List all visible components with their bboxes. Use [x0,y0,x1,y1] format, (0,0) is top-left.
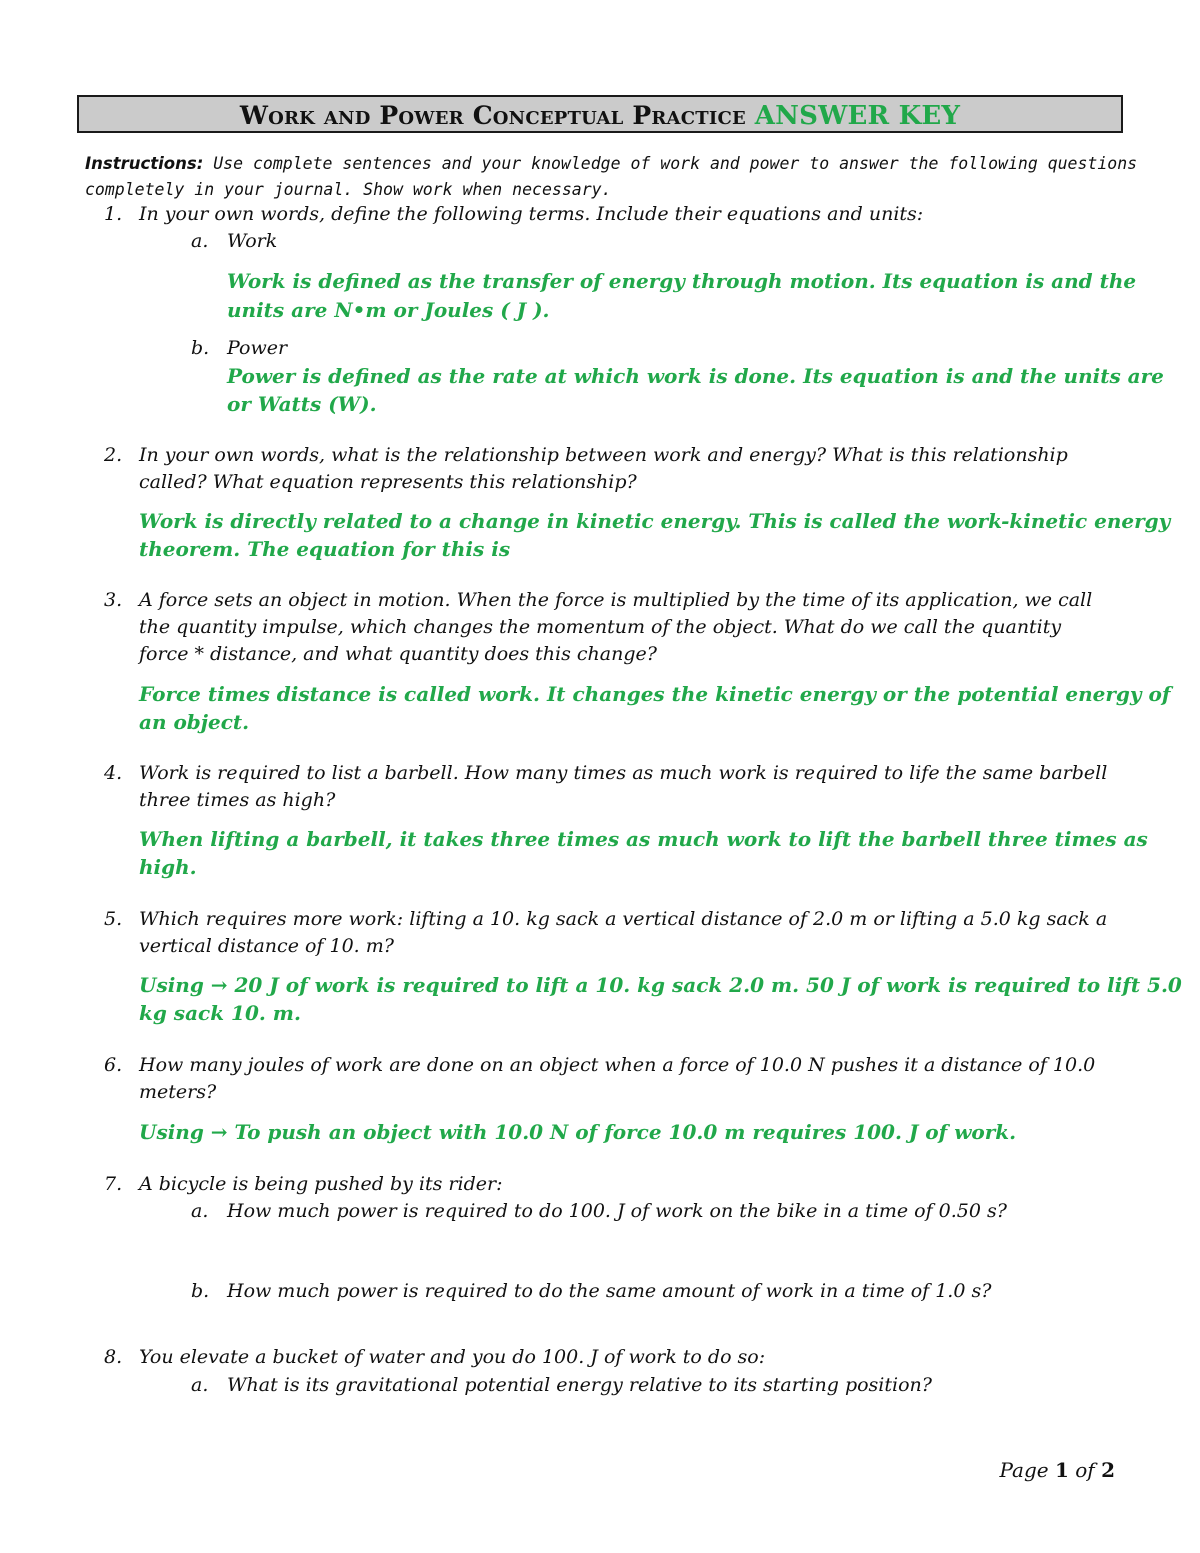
instructions-line-2: completely in your journal. Show work when necessary. [85,180,612,199]
answer-2-line-1: Work is directly related to a change in kinetic energy. This is called the work-kinetic energy [139,509,1171,533]
footer-page-word: Page [999,1458,1049,1482]
question-7-text: A bicycle is being pushed by its rider: [139,1173,503,1195]
question-7a-text: How much power is required to do 100. J of work on the bike in a time of 0.50 s? [227,1200,1007,1222]
answer-1a-line-2: units are N•m or Joules ( J ). [227,298,550,322]
answer-4-line-1: When lifting a barbell, it takes three times as much work to lift the barbell three times as [139,827,1148,851]
footer-total-pages: 2 [1101,1458,1115,1482]
question-number: 5. [104,908,123,930]
footer-of-word: of [1075,1458,1095,1482]
question-number: 1. [104,203,123,225]
answer-2-line-2: theorem. The equation for this is [139,537,511,561]
answer-4-line-2: high. [139,855,197,879]
question-number: 8. [104,1346,123,1368]
question-7b-text: How much power is required to do the same amount of work in a time of 1.0 s? [227,1280,992,1302]
answer-6-line-1: Using → To push an object with 10.0 N of force 10.0 m requires 100. J of work. [139,1120,1017,1144]
subquestion-label: b. [191,337,210,359]
question-1a-text: Work [227,230,278,252]
question-number: 3. [104,589,123,611]
instructions-line-1 [85,150,1137,177]
question-6-line-1: How many joules of work are done on an object when a force of 10.0 N pushes it a distance of 10.0 [139,1054,1096,1076]
question-3-line-3: force * distance, and what quantity does this change? [139,643,657,665]
question-number: 6. [104,1054,123,1076]
question-3-line-1: A force sets an object in motion. When the force is multiplied by the time of its application, we call [139,589,1093,611]
instructions-text-1: Use complete sentences and your knowledge of work and power to answer the following questions [213,154,1138,173]
question-3-line-2: the quantity impulse, which changes the momentum of the object. What do we call the quantity [139,616,1062,638]
question-4-line-2: three times as high? [139,789,336,811]
answer-3-line-1: Force times distance is called work. It changes the kinetic energy or the potential energy of [139,682,1171,706]
answer-5-line-2: kg sack 10. m. [139,1001,301,1025]
instructions-label: Instructions: [85,154,204,173]
question-4-line-1: Work is required to list a barbell. How many times as much work is required to life the same barbell [139,762,1108,784]
title-banner [77,95,1123,133]
subquestion-label: a. [191,1374,209,1396]
subquestion-label: b. [191,1280,210,1302]
question-2-line-1: In your own words, what is the relationship between work and energy? What is this relationship [139,444,1068,466]
subquestion-label: a. [191,230,209,252]
question-8a-text: What is its gravitational potential energy relative to its starting position? [227,1374,932,1396]
page-title: Work and Power Conceptual Practice [239,101,746,130]
answer-key-label: ANSWER KEY [754,101,961,131]
answer-1b-line-1: Power is defined as the rate at which work is done. Its equation is and the units are [227,364,1164,388]
answer-5-line-1: Using → 20 J of work is required to lift a 10. kg sack 2.0 m. 50 J of work is required to lift 5.0 [139,973,1182,997]
question-number: 4. [104,762,123,784]
subquestion-label: a. [191,1200,209,1222]
question-number: 2. [104,444,123,466]
question-1b-text: Power [227,337,288,359]
answer-1b-line-2: or Watts (W). [227,392,377,416]
question-2-line-2: called? What equation represents this relationship? [139,471,637,493]
question-8-text: You elevate a bucket of water and you do 100. J of work to do so: [139,1346,766,1368]
question-5-line-1: Which requires more work: lifting a 10. kg sack a vertical distance of 2.0 m or lifting a 5.0 kg sack a [139,908,1108,930]
answer-3-line-2: an object. [139,710,250,734]
question-number: 7. [104,1173,123,1195]
question-1-text: In your own words, define the following terms. Include their equations and units: [139,203,924,225]
footer-page-number: 1 [1054,1458,1069,1482]
question-5-line-2: vertical distance of 10. m? [139,935,394,957]
question-6-line-2: meters? [139,1081,217,1103]
answer-1a-line-1: Work is defined as the transfer of energy through motion. Its equation is and the [227,269,1137,293]
page-number-footer [1000,1458,1116,1482]
